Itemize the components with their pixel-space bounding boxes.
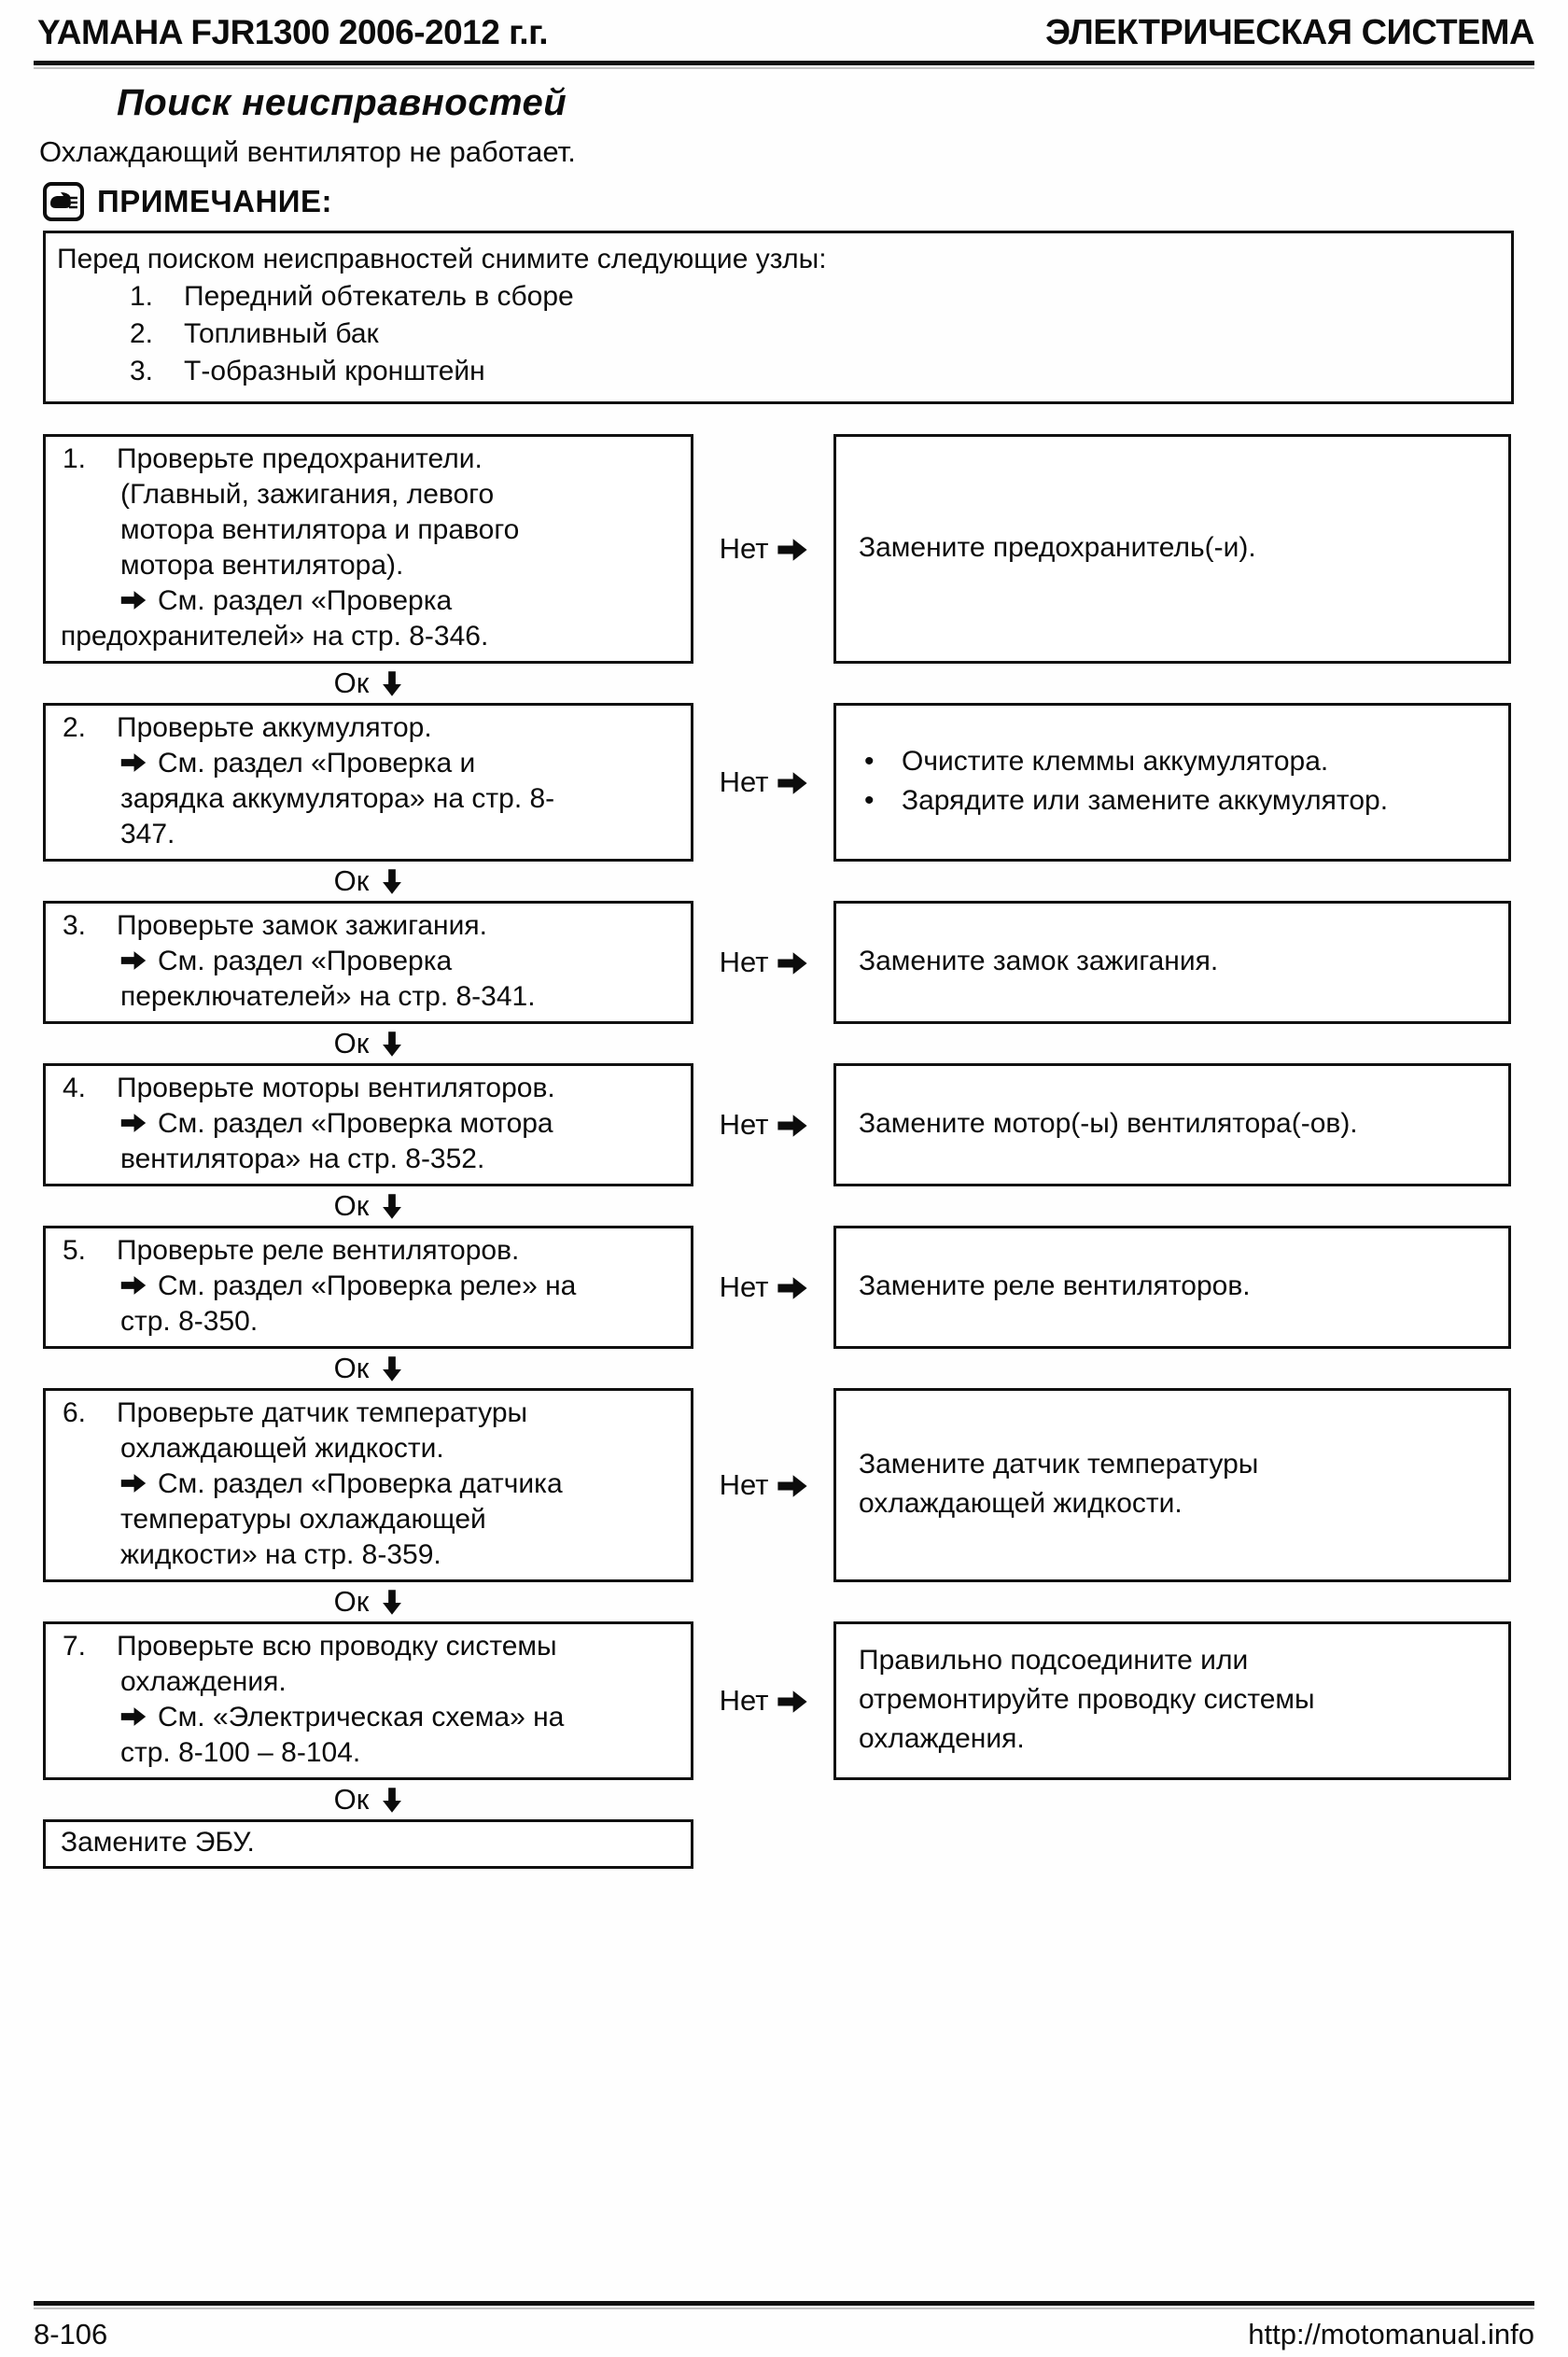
- note-item-2: [57, 316, 1496, 353]
- no-arrow-icon: [777, 1114, 807, 1138]
- footer-rule-shadow: [34, 2308, 1534, 2309]
- no-arrow-icon: [777, 951, 807, 975]
- check-line-text: (Главный, зажигания, левого: [120, 479, 495, 510]
- check-line-text: Проверьте аккумулятор.: [117, 712, 432, 743]
- note-item-number: 1.: [130, 281, 154, 312]
- check-line: [59, 1071, 679, 1106]
- note-item-text: Топливный бак: [184, 318, 379, 349]
- check-line: [59, 817, 679, 852]
- result-bullet-item: [859, 742, 1490, 781]
- result-line: Правильно подсоедините или: [859, 1645, 1249, 1676]
- result-line-text: Очистите клеммы аккумулятора.: [902, 746, 1329, 777]
- flow-step-2-row: [43, 703, 1568, 862]
- check-box-step-6: [43, 1388, 693, 1582]
- check-line: [59, 944, 679, 979]
- ok-label: Ок: [333, 1585, 370, 1618]
- check-line-text: охлаждения.: [120, 1666, 287, 1697]
- flow-step-5-row: [43, 1226, 1568, 1349]
- ok-connector-5: [43, 1349, 693, 1388]
- check-line: [59, 979, 679, 1015]
- result-box-step-1: [833, 434, 1511, 664]
- header-rule-bar: [34, 61, 1534, 65]
- see-arrow-icon: [120, 1473, 147, 1494]
- flow-step-1-row: [43, 434, 1568, 664]
- footer-rule-bar: [34, 2301, 1534, 2306]
- final-box: Замените ЭБУ.: [43, 1819, 693, 1869]
- header-rule: [34, 61, 1534, 69]
- ok-label: Ок: [333, 1027, 370, 1059]
- note-intro: Перед поиском неисправностей снимите следующие узлы:: [57, 244, 827, 274]
- flow-step-4-row: [43, 1063, 1568, 1186]
- header-rule-shadow: [34, 67, 1534, 69]
- result-line: Замените реле вентиляторов.: [859, 1270, 1251, 1301]
- check-line: [59, 477, 679, 512]
- ok-arrow-icon: [382, 1031, 402, 1057]
- page-footer: [34, 2301, 1534, 2351]
- check-line: [59, 1233, 679, 1269]
- result-line-text: Зарядите или замените аккумулятор.: [902, 785, 1389, 816]
- result-line: Замените мотор(-ы) вентилятора(-ов).: [859, 1108, 1358, 1139]
- result-box-step-7: [833, 1621, 1511, 1780]
- no-branch-7: [693, 1621, 833, 1780]
- step-number: 6.: [63, 1397, 87, 1428]
- flow-step-6-row: [43, 1388, 1568, 1582]
- check-box-step-1: [43, 434, 693, 664]
- see-arrow-icon: [120, 1706, 147, 1727]
- check-line: [59, 619, 679, 654]
- note-item-text: Т-образный кронштейн: [184, 356, 485, 386]
- manual-model-title: YAMAHA FJR1300 2006-2012 г.г.: [37, 13, 549, 51]
- check-line: [59, 908, 679, 944]
- check-line: [59, 1700, 679, 1735]
- result-bullet-item: [859, 781, 1490, 821]
- check-line: [59, 1537, 679, 1573]
- check-box-step-3: [43, 901, 693, 1024]
- result-line: Замените замок зажигания.: [859, 946, 1219, 976]
- page-header: [37, 13, 1534, 53]
- footer-row: [34, 2318, 1534, 2351]
- check-line-text: Проверьте замок зажигания.: [117, 910, 487, 941]
- note-item-number: 3.: [130, 356, 154, 386]
- check-line-text: См. раздел «Проверка: [158, 946, 453, 976]
- no-label: Нет: [719, 1270, 769, 1303]
- no-branch-2: [693, 703, 833, 862]
- note-label: ПРИМЕЧАНИЕ:: [97, 184, 333, 218]
- step-number: 5.: [63, 1235, 87, 1266]
- no-label: Нет: [719, 1108, 769, 1141]
- check-line-text: Проверьте всю проводку системы: [117, 1631, 557, 1662]
- check-box-step-5: [43, 1226, 693, 1349]
- check-line-text: переключателей» на стр. 8-341.: [120, 981, 536, 1012]
- check-line: [59, 1431, 679, 1466]
- note-box: [43, 231, 1514, 404]
- check-line-text: стр. 8-100 – 8-104.: [120, 1737, 361, 1768]
- check-line: [59, 1142, 679, 1177]
- ok-label: Ок: [333, 1189, 370, 1222]
- ok-label: Ок: [333, 864, 370, 897]
- see-arrow-icon: [120, 950, 147, 971]
- page-title: Поиск неисправностей: [117, 82, 567, 123]
- check-line: [59, 1664, 679, 1700]
- check-line: [59, 1396, 679, 1431]
- no-arrow-icon: [777, 1276, 807, 1300]
- step-number: 7.: [63, 1631, 87, 1662]
- result-line: охлаждения.: [859, 1723, 1025, 1754]
- no-label: Нет: [719, 765, 769, 798]
- no-label: Нет: [719, 1684, 769, 1717]
- check-line: [59, 1466, 679, 1502]
- check-line-text: стр. 8-350.: [120, 1306, 259, 1337]
- check-line: [59, 1269, 679, 1304]
- bullet-dot: •: [864, 785, 875, 816]
- ok-arrow-icon: [382, 671, 402, 696]
- check-line-text: См. раздел «Проверка датчика: [158, 1468, 563, 1499]
- check-line: [59, 442, 679, 477]
- check-line-text: предохранителей» на стр. 8-346.: [61, 621, 489, 652]
- check-box-step-2: [43, 703, 693, 862]
- see-arrow-icon: [120, 752, 147, 773]
- ok-connector-4: [43, 1186, 693, 1226]
- step-number: 2.: [63, 712, 87, 743]
- check-line: [59, 548, 679, 583]
- see-arrow-icon: [120, 1275, 147, 1296]
- bullet-dot: •: [864, 746, 875, 777]
- note-heading: [43, 182, 1568, 221]
- no-label: Нет: [719, 946, 769, 978]
- see-arrow-icon: [120, 590, 147, 610]
- result-line: Замените предохранитель(-и).: [859, 532, 1256, 563]
- note-icon: [43, 182, 84, 221]
- check-line: [59, 1304, 679, 1340]
- note-item-3: [57, 353, 1496, 390]
- no-branch-5: [693, 1226, 833, 1349]
- check-line-text: Проверьте предохранители.: [117, 443, 483, 474]
- check-line-text: Проверьте моторы вентиляторов.: [117, 1073, 555, 1103]
- no-label: Нет: [719, 532, 769, 565]
- ok-connector-7: [43, 1780, 693, 1819]
- note-item-number: 2.: [130, 318, 154, 349]
- flow-step-7-row: [43, 1621, 1568, 1780]
- check-line: [59, 1502, 679, 1537]
- no-branch-6: [693, 1388, 833, 1582]
- ok-connector-2: [43, 862, 693, 901]
- see-arrow-icon: [120, 1113, 147, 1133]
- no-arrow-icon: [777, 771, 807, 795]
- check-line-text: зарядка аккумулятора» на стр. 8-: [120, 783, 555, 814]
- ok-arrow-icon: [382, 1356, 402, 1382]
- result-box-step-4: [833, 1063, 1511, 1186]
- result-line: Замените датчик температуры: [859, 1449, 1259, 1480]
- ok-connector-1: [43, 664, 693, 703]
- check-line-text: См. раздел «Проверка реле» на: [158, 1270, 577, 1301]
- no-arrow-icon: [777, 538, 807, 562]
- no-branch-4: [693, 1063, 833, 1186]
- ok-arrow-icon: [382, 1590, 402, 1615]
- check-line-text: вентилятора» на стр. 8-352.: [120, 1143, 485, 1174]
- result-box-step-2: [833, 703, 1511, 862]
- ok-connector-6: [43, 1582, 693, 1621]
- check-line-text: Проверьте реле вентиляторов.: [117, 1235, 520, 1266]
- note-item-text: Передний обтекатель в сборе: [184, 281, 574, 312]
- note-item-1: [57, 278, 1496, 316]
- step-number: 1.: [63, 443, 87, 474]
- check-line: [59, 781, 679, 817]
- check-line-text: См. «Электрическая схема» на: [158, 1702, 565, 1733]
- symptom-text: Охлаждающий вентилятор не работает.: [39, 135, 576, 168]
- step-number: 3.: [63, 910, 87, 941]
- check-box-step-7: [43, 1621, 693, 1780]
- ok-arrow-icon: [382, 1194, 402, 1219]
- check-line-text: См. раздел «Проверка и: [158, 748, 476, 779]
- check-line-text: мотора вентилятора).: [120, 550, 404, 581]
- no-label: Нет: [719, 1468, 769, 1501]
- no-arrow-icon: [777, 1690, 807, 1714]
- note-items-list: [57, 278, 1496, 390]
- result-line: охлаждающей жидкости.: [859, 1488, 1183, 1519]
- result-box-step-3: [833, 901, 1511, 1024]
- check-line-text: См. раздел «Проверка: [158, 585, 453, 616]
- ok-label: Ок: [333, 1352, 370, 1384]
- check-line-text: охлаждающей жидкости.: [120, 1433, 444, 1464]
- check-line: [59, 1629, 679, 1664]
- step-number: 4.: [63, 1073, 87, 1103]
- no-arrow-icon: [777, 1474, 807, 1498]
- check-line-text: Проверьте датчик температуры: [117, 1397, 528, 1428]
- check-line-text: См. раздел «Проверка мотора: [158, 1108, 553, 1139]
- ok-arrow-icon: [382, 1788, 402, 1813]
- check-line: [59, 512, 679, 548]
- check-line-text: жидкости» на стр. 8-359.: [120, 1539, 441, 1570]
- result-box-step-5: [833, 1226, 1511, 1349]
- check-line-text: температуры охлаждающей: [120, 1504, 486, 1535]
- ok-arrow-icon: [382, 869, 402, 894]
- flow-step-3-row: [43, 901, 1568, 1024]
- check-line: [59, 1735, 679, 1771]
- check-box-step-4: [43, 1063, 693, 1186]
- check-line: [59, 1106, 679, 1142]
- check-line-text: 347.: [120, 819, 175, 849]
- result-box-step-6: [833, 1388, 1511, 1582]
- check-line: [59, 710, 679, 746]
- ok-connector-3: [43, 1024, 693, 1063]
- page-number: 8-106: [34, 2318, 108, 2350]
- chapter-title: ЭЛЕКТРИЧЕСКАЯ СИСТЕМА: [1044, 13, 1534, 52]
- ok-label: Ок: [333, 1783, 370, 1816]
- no-branch-1: [693, 434, 833, 664]
- check-line: [59, 746, 679, 781]
- check-line: [59, 583, 679, 619]
- result-line: отремонтируйте проводку системы: [859, 1684, 1315, 1715]
- ok-label: Ок: [333, 666, 370, 699]
- troubleshooting-flowchart: [43, 434, 1568, 1869]
- site-url: http://motomanual.info: [1248, 2318, 1534, 2350]
- no-branch-3: [693, 901, 833, 1024]
- check-line-text: мотора вентилятора и правого: [120, 514, 520, 545]
